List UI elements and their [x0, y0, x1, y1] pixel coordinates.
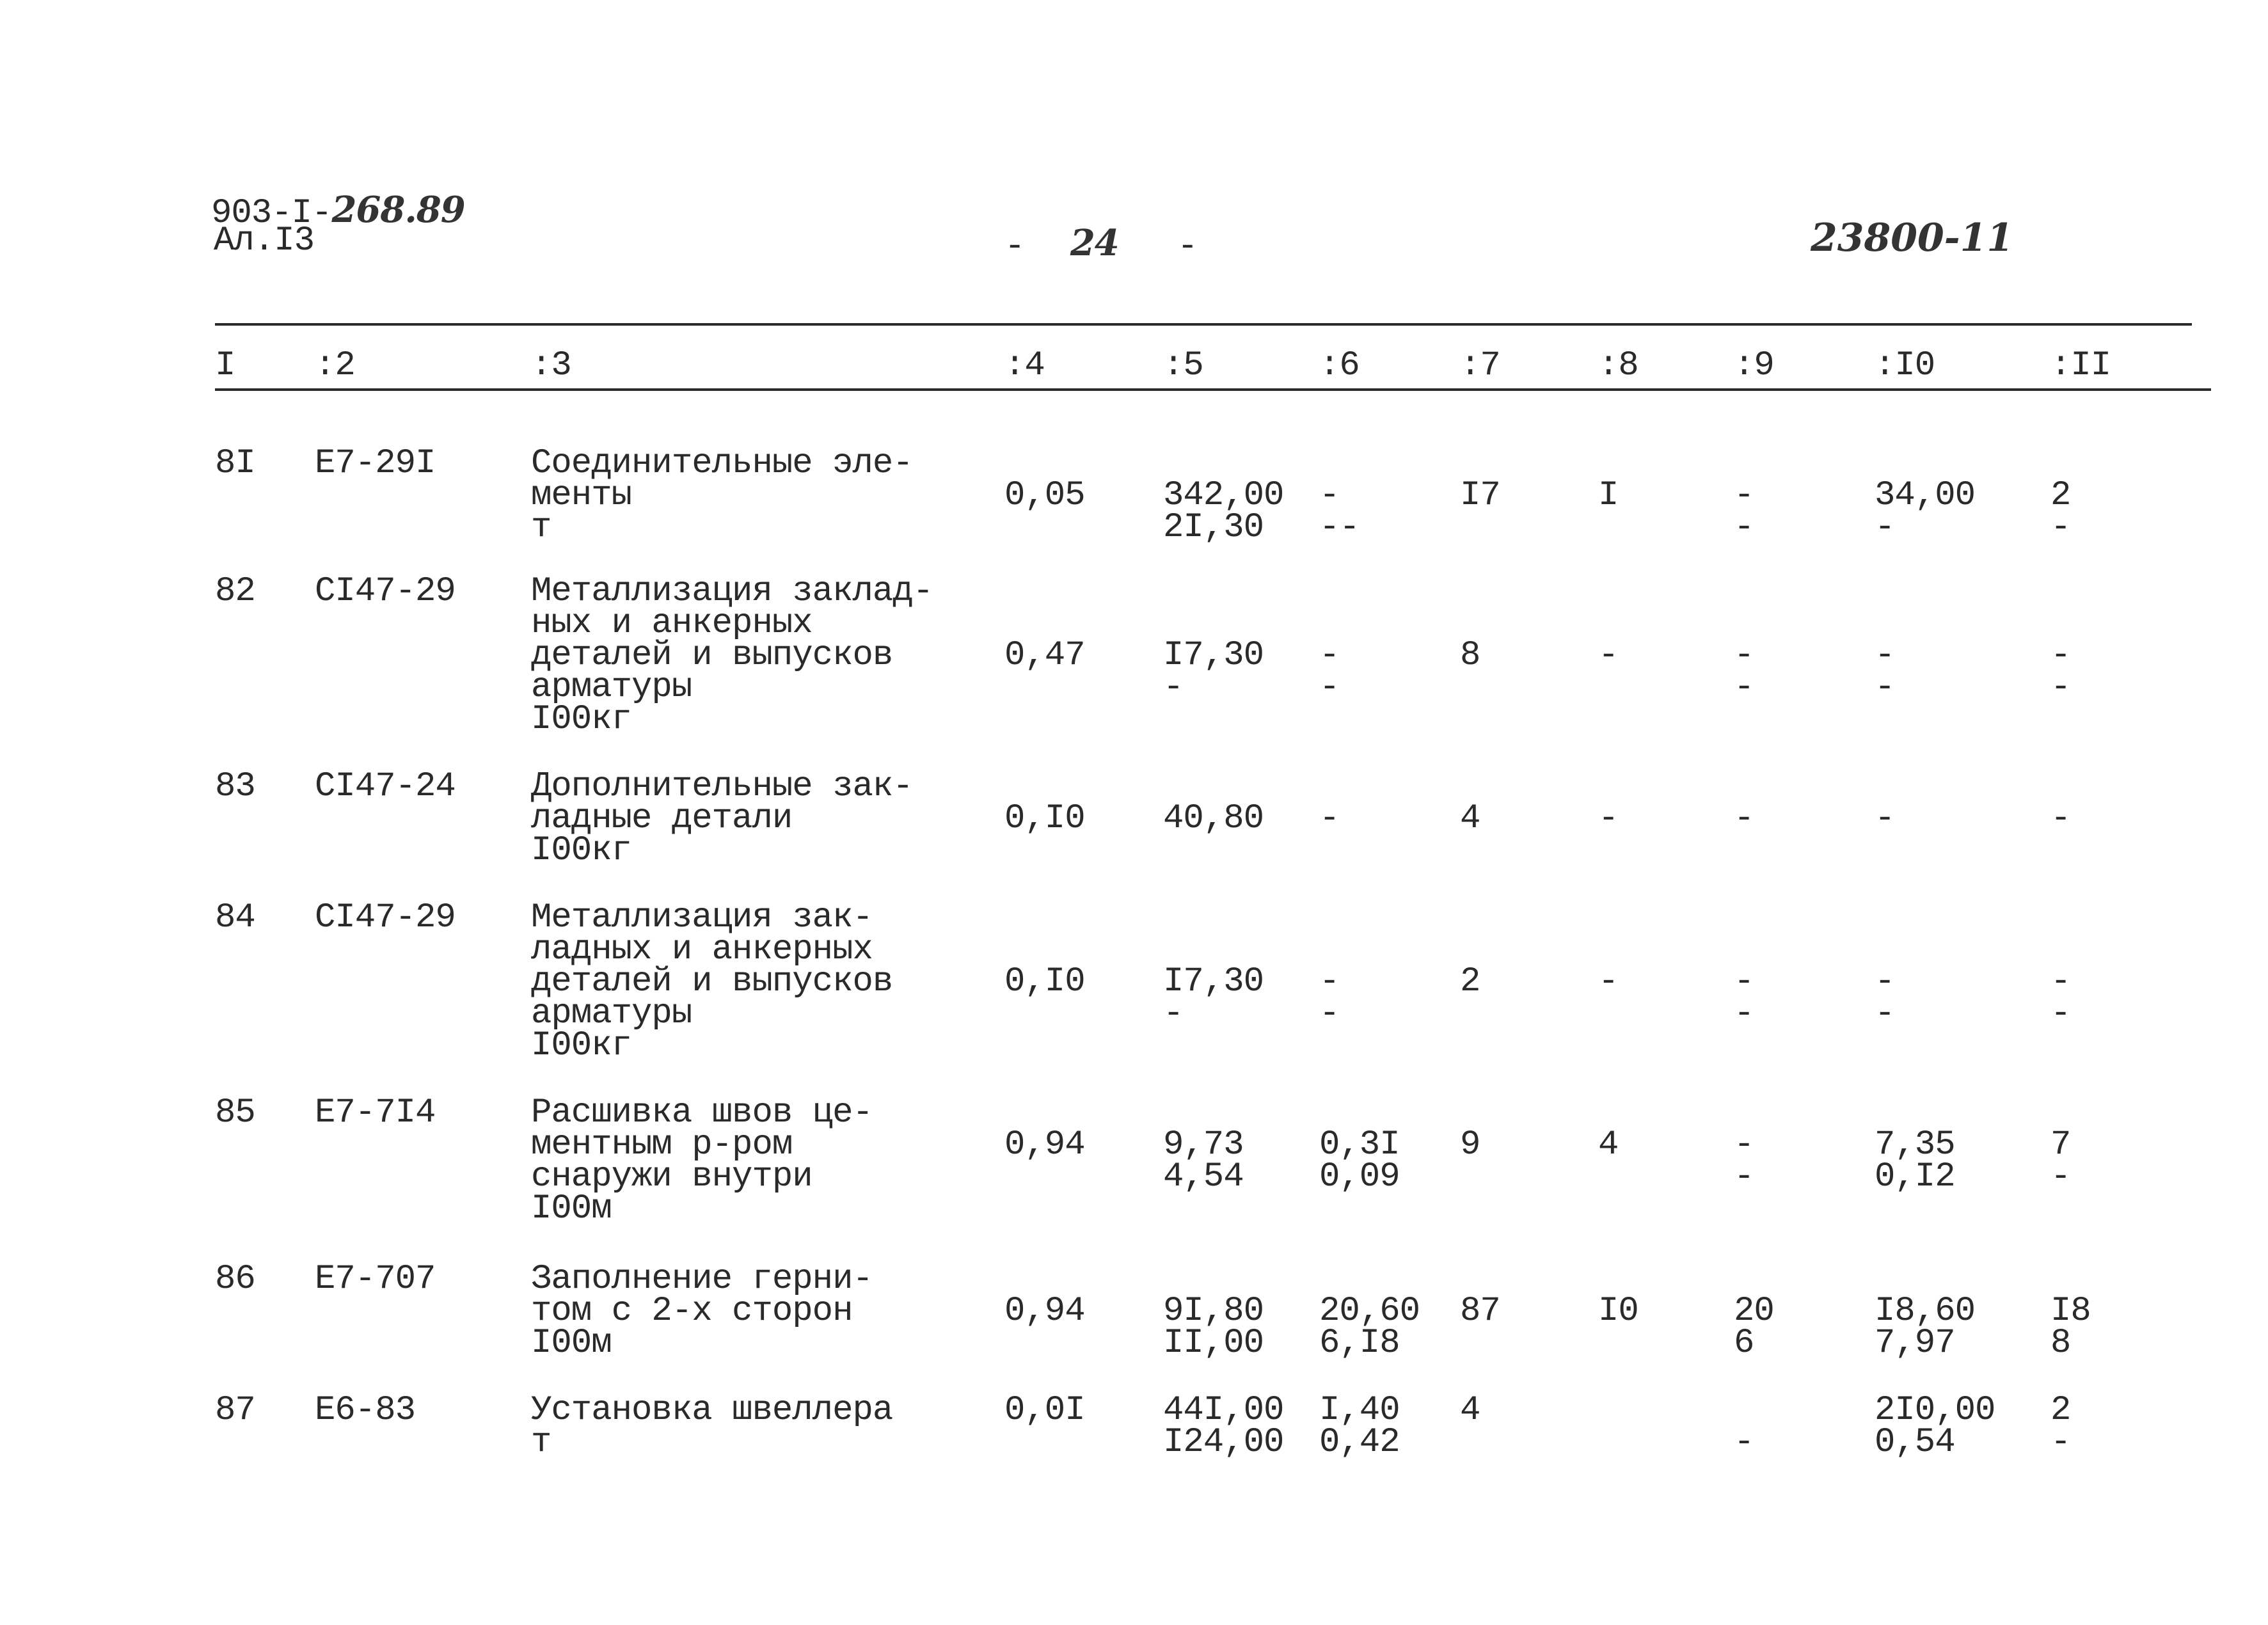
col8-value: -: [1598, 962, 1619, 1001]
work-description: Заполнение герни- том с 2-х сторон I00м: [531, 1260, 873, 1363]
page-dash-left: -: [1004, 227, 1025, 266]
row-number: 86: [215, 1260, 255, 1299]
row-number: 87: [215, 1391, 255, 1430]
column-header-8: :8: [1598, 346, 1638, 385]
col9-value: - -: [1734, 1125, 1754, 1196]
page-number: [1004, 222, 1198, 266]
col8-value: I0: [1598, 1292, 1638, 1331]
col10-value: - -: [1875, 636, 1895, 707]
row-number: 82: [215, 572, 255, 611]
col9-value: - -: [1734, 962, 1754, 1033]
col10-value: 7,35 0,I2: [1875, 1125, 1955, 1196]
row-number: 84: [215, 898, 255, 937]
col6-value: 20,60 6,I8: [1319, 1292, 1420, 1363]
work-description: Металлизация зак- ладных и анкерных деталей и выпусков арматуры I00кг: [531, 898, 893, 1065]
column-header-3: :3: [531, 346, 571, 385]
col9-value: 20 6: [1734, 1292, 1774, 1363]
col8-value: -: [1598, 636, 1619, 675]
column-header-10: :I0: [1875, 346, 1935, 385]
work-description: Соединительные эле- менты т: [531, 444, 913, 547]
work-description: Установка швеллера т: [531, 1391, 893, 1462]
col11-value: - -: [2050, 962, 2071, 1033]
column-header-1: I: [215, 346, 235, 385]
document-code-handwritten: 268.89: [331, 189, 465, 231]
page-number-handwritten: 24: [1070, 222, 1119, 264]
col7-value: 4: [1460, 799, 1480, 838]
rate-code: Е6-83: [315, 1391, 416, 1430]
column-header-2: :2: [315, 346, 355, 385]
col7-value: 2: [1460, 962, 1480, 1001]
col5-value: 44I,00 I24,00: [1163, 1391, 1284, 1462]
col9-value: -: [1734, 1423, 1754, 1462]
page-dash-right: -: [1177, 227, 1198, 266]
col11-value: 2 -: [2050, 476, 2071, 547]
col7-value: 4: [1460, 1391, 1480, 1430]
col11-value: - -: [2050, 636, 2071, 707]
col11-value: 7 -: [2050, 1125, 2071, 1196]
col7-value: 8: [1460, 636, 1480, 675]
quantity: 0,05: [1004, 476, 1085, 515]
col11-value: I8 8: [2050, 1292, 2091, 1363]
col5-value: 9I,80 II,00: [1163, 1292, 1264, 1363]
column-header-5: :5: [1163, 346, 1203, 385]
col5-value: 342,00 2I,30: [1163, 476, 1284, 547]
col10-value: -: [1875, 799, 1895, 838]
col6-value: - -: [1319, 962, 1340, 1033]
quantity: 0,47: [1004, 636, 1085, 675]
col5-value: 40,80: [1163, 799, 1264, 838]
header-bottom-rule: [215, 388, 2211, 391]
col7-value: 9: [1460, 1125, 1480, 1164]
quantity: 0,I0: [1004, 799, 1085, 838]
column-header-6: :6: [1319, 346, 1360, 385]
col5-value: I7,30 -: [1163, 636, 1264, 707]
col11-value: 2 -: [2050, 1391, 2071, 1462]
col6-value: - -: [1319, 636, 1340, 707]
document-code-prefix: 903-I-: [211, 194, 332, 233]
col5-value: I7,30 -: [1163, 962, 1264, 1033]
rate-code: Е7-29I: [315, 444, 436, 483]
row-number: 8I: [215, 444, 255, 483]
row-number: 85: [215, 1093, 255, 1132]
quantity: 0,I0: [1004, 962, 1085, 1001]
col9-value: - -: [1734, 636, 1754, 707]
rate-code: СI47-24: [315, 767, 456, 806]
work-description: Дополнительные зак- ладные детали I00кг: [531, 767, 913, 870]
col8-value: 4: [1598, 1125, 1619, 1164]
column-header-4: :4: [1004, 346, 1045, 385]
sheet-label: Ал.I3: [214, 221, 315, 260]
quantity: 0,94: [1004, 1292, 1085, 1331]
col8-value: I: [1598, 476, 1619, 515]
rate-code: СI47-29: [315, 898, 456, 937]
work-description: Металлизация заклад- ных и анкерных деталей и выпусков арматуры I00кг: [531, 572, 933, 739]
col6-value: I,40 0,42: [1319, 1391, 1400, 1462]
col10-value: - -: [1875, 962, 1895, 1033]
col6-value: -: [1319, 799, 1340, 838]
col8-value: -: [1598, 799, 1619, 838]
rate-code: Е7-7I4: [315, 1093, 436, 1132]
top-rule: [215, 323, 2192, 326]
quantity: 0,0I: [1004, 1391, 1085, 1430]
doc-number: 23800-11: [1811, 216, 2014, 260]
row-number: 83: [215, 767, 255, 806]
col10-value: 2I0,00 0,54: [1875, 1391, 1995, 1462]
column-header-7: :7: [1460, 346, 1500, 385]
col10-value: I8,60 7,97: [1875, 1292, 1976, 1363]
rate-code: Е7-707: [315, 1260, 436, 1299]
col9-value: - -: [1734, 476, 1754, 547]
rate-code: СI47-29: [315, 572, 456, 611]
col11-value: -: [2050, 799, 2071, 838]
col7-value: 87: [1460, 1292, 1500, 1331]
col9-value: -: [1734, 799, 1754, 838]
col7-value: I7: [1460, 476, 1500, 515]
column-header-11: :II: [2050, 346, 2111, 385]
col10-value: 34,00 -: [1875, 476, 1976, 547]
work-description: Расшивка швов це- ментным р-ром снаружи внутри I00м: [531, 1093, 873, 1228]
column-header-9: :9: [1734, 346, 1774, 385]
col6-value: 0,3I 0,09: [1319, 1125, 1400, 1196]
col5-value: 9,73 4,54: [1163, 1125, 1244, 1196]
quantity: 0,94: [1004, 1125, 1085, 1164]
col6-value: - --: [1319, 476, 1360, 547]
